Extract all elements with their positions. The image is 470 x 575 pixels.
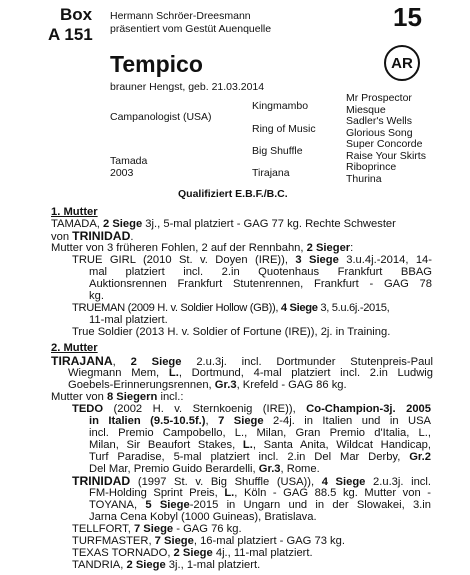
produce-line: TRUEMAN (2009 H. v. Soldier Hollow (GB)), 4 Siege 3, 5.u.6j.-2015,: [72, 302, 390, 314]
lot-number: 15: [393, 2, 422, 32]
pedigree-gp-2: Ring of Music: [252, 123, 316, 135]
produce-line: Turf Paradise, 5-mal platziert incl. 2.in Del Mar Derby, Gr.2: [89, 451, 431, 463]
pedigree-sire: Campanologist (USA): [110, 111, 212, 123]
second-dam-line: Wiegmann Mem, L., Dortmund, 4-mal platziert incl. 2.in Ludwig: [68, 367, 433, 379]
pedigree-ggp-1: Mr Prospector: [346, 92, 412, 104]
produce-line: incl. Premio Campobello, L., Milan, Gran Premio d'Italia, L.,: [89, 427, 431, 439]
produce-line: TEDO (2002 H. v. Sternkoenig (IRE)), Co-Champion-3j. 2005: [72, 403, 431, 415]
second-dam-line: TIRAJANA, 2 Siege 2.u.3j. incl. Dortmunder Stutenpreis-Paul: [51, 354, 433, 368]
breeder-name: Hermann Schröer-Dreesmann: [110, 10, 251, 22]
second-dam-produce-intro: Mutter von 8 Siegern incl.:: [51, 391, 184, 403]
dam-line: von TRINIDAD.: [51, 229, 134, 243]
produce-line: TURFMASTER, 7 Siege, 16-mal platziert - GAG 73 kg.: [72, 535, 345, 547]
produce-line: True Soldier (2013 H. v. Soldier of Fortune (IRE)), 2j. in Training.: [72, 326, 391, 338]
pedigree-dam-year: 2003: [110, 167, 134, 179]
produce-line: TRINIDAD (1997 St. v. Big Shuffle (USA)), 4 Siege 2.u.3j. incl.: [72, 474, 431, 488]
horse-name: Tempico: [110, 51, 203, 77]
produce-line: kg.: [89, 290, 104, 302]
section-heading-first-dam: 1. Mutter: [51, 206, 98, 218]
pedigree-ggp-8: Thurina: [346, 172, 382, 185]
horse-description: brauner Hengst, geb. 21.03.2014: [110, 81, 265, 93]
produce-line: TOYANA, 5 Siege-2015 in Ungarn und in der Slowakei, 3.in: [89, 499, 432, 511]
pedigree-gp-1: Kingmambo: [252, 100, 309, 112]
pedigree-ggp-4: Glorious Song: [346, 126, 413, 139]
box-number: A 151: [48, 25, 93, 44]
produce-line: Milan, Sir Beaufort Stakes, L., Santa Anita, Wildcat Handicap,: [89, 439, 431, 451]
produce-line: Del Mar, Premio Guido Berardelli, Gr.3, Rome.: [89, 463, 320, 475]
box-label: Box: [60, 5, 93, 24]
produce-line: 11-mal platziert.: [89, 314, 168, 326]
pedigree-ggp-5: Super Concorde: [346, 138, 423, 150]
produce-line: TRUE GIRL (2010 St. v. Doyen (IRE)), 3 Siege 3.u.4j.-2014, 14-: [72, 254, 432, 266]
pedigree-dam: Tamada: [110, 155, 148, 167]
produce-line: mal platziert incl. 2.in Quotenhaus Frankfurt BBAG: [89, 266, 432, 278]
pedigree-ggp-3: Sadler's Wells: [346, 115, 412, 127]
produce-line: Auktionsrennen Frankfurt Stutenrennen, Frankfurt - GAG 78: [89, 278, 432, 290]
ar-badge: AR: [384, 45, 420, 81]
produce-line: in Italien (9.5-10.5f.), 7 Siege 2-4j. in Italien und in USA: [89, 415, 432, 427]
pedigree-ggp-7: Riboprince: [346, 161, 397, 173]
pedigree-gp-3: Big Shuffle: [252, 145, 303, 157]
produce-line: Jarna Cena Kobyl (1000 Guineas), Bratislava.: [89, 511, 317, 523]
produce-line: TANDRIA, 2 Siege 3j., 1-mal platziert.: [72, 559, 261, 571]
pedigree-ggp-2: Miesque: [346, 103, 386, 116]
dam-produce-intro: Mutter von 3 früheren Fohlen, 2 auf der Rennbahn, 2 Sieger:: [51, 242, 354, 254]
produce-line: TELLFORT, 7 Siege - GAG 76 kg.: [72, 523, 242, 535]
produce-line: TEXAS TORNADO, 2 Siege 4j., 11-mal platziert.: [72, 547, 313, 559]
qualification: Qualifiziert E.B.F./B.C.: [178, 188, 288, 200]
section-heading-second-dam: 2. Mutter: [51, 342, 98, 354]
pedigree-ggp-6: Raise Your Skirts: [346, 149, 426, 162]
presenter-line: präsentiert vom Gestüt Auenquelle: [110, 23, 272, 35]
dam-line: TAMADA, 2 Siege 3j., 5-mal platziert - GAG 77 kg. Rechte Schwester: [51, 218, 396, 230]
pedigree-gp-4: Tirajana: [252, 167, 290, 179]
produce-line: FM-Holding Sprint Preis, L., Köln - GAG 88.5 kg. Mutter von -: [89, 487, 432, 499]
second-dam-line: Goebels-Erinnerungsrennen, Gr.3, Krefeld - GAG 86 kg.: [68, 379, 347, 391]
